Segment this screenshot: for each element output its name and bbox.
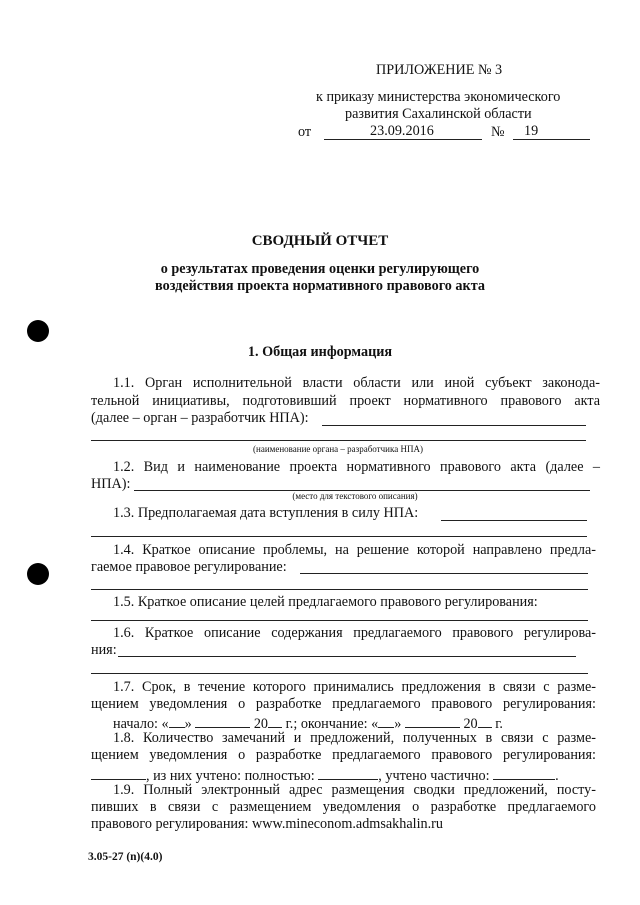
appendix-order-line2: развития Сахалинской области: [345, 106, 532, 122]
item-1-1-line1: 1.1. Орган исполнительной власти области или иной субъект законода-: [113, 375, 600, 391]
item-1-2-line1: 1.2. Вид и наименование проекта нормативного правового акта (далее –: [113, 459, 600, 475]
item-1-2-line2: НПА):: [91, 476, 131, 492]
item-1-5-label: 1.5. Краткое описание целей предлагаемого правового регулирования:: [113, 594, 538, 610]
item-1-9-line2: пивших в связи с размещением уведомления о разработке предлагаемого: [91, 799, 596, 815]
item-1-7-line2: щением уведомления о разработке предлагаемого правового регулирования:: [91, 696, 596, 712]
fully-accounted-field[interactable]: [318, 765, 378, 780]
appendix-title: ПРИЛОЖЕНИЕ № 3: [376, 62, 503, 78]
item-1-1-caption: (наименование органа – разработчика НПА): [253, 444, 423, 454]
fully-accounted-label: , из них учтено: полностью:: [146, 768, 315, 784]
binder-hole-bottom: [27, 563, 49, 585]
end-year-prefix: 20: [463, 716, 478, 732]
partially-accounted-field[interactable]: [493, 765, 555, 780]
appendix-from-label: от: [298, 124, 312, 140]
item-1-1-line2: тельной инициативы, подготовивший проект нормативного правового акта: [91, 393, 600, 409]
appendix-number-label: №: [491, 124, 505, 140]
start-year-field[interactable]: [268, 713, 282, 728]
item-1-6-field-b[interactable]: [91, 673, 588, 674]
report-title: СВОДНЫЙ ОТЧЕТ: [251, 233, 389, 249]
item-1-5-field[interactable]: [91, 620, 588, 621]
end-quote-close: »: [394, 716, 402, 732]
appendix-order-line1: к приказу министерства экономического: [316, 89, 561, 105]
item-1-3-field-b[interactable]: [91, 536, 587, 537]
end-day-field[interactable]: [378, 713, 394, 728]
start-label: начало: «: [113, 716, 169, 732]
item-1-4-field-a[interactable]: [300, 573, 588, 574]
item-1-8-line1: 1.8. Количество замечаний и предложений, полученных в связи с разме-: [113, 730, 596, 746]
appendix-date: 23.09.2016: [370, 123, 434, 139]
item-1-1-field-a[interactable]: [322, 425, 586, 426]
footer-code: 3.05-27 (n)(4.0): [88, 851, 163, 863]
item-1-8-line2: щением уведомления о разработке предлагаемого правового регулирования:: [91, 747, 596, 763]
item-1-1-field-b[interactable]: [91, 440, 586, 441]
partially-accounted-label: , учтено частично:: [378, 768, 490, 784]
item-1-1-line3: (далее – орган – разработчик НПА):: [91, 410, 309, 426]
start-day-field[interactable]: [169, 713, 185, 728]
item-1-3-label: 1.3. Предполагаемая дата вступления в силу НПА:: [113, 505, 419, 521]
report-subtitle-1: о результатах проведения оценки регулирующего: [160, 261, 480, 277]
item-1-7-line1: 1.7. Срок, в течение которого принимались предложения в связи с разме-: [113, 679, 596, 695]
item-1-4-line1: 1.4. Краткое описание проблемы, на решение которой направлено предла-: [113, 542, 596, 558]
section-heading: 1. Общая информация: [247, 344, 393, 360]
item-1-8-end: .: [555, 768, 559, 784]
item-1-2-caption: (место для текстового описания): [292, 491, 418, 501]
start-quote-close: »: [184, 716, 192, 732]
item-1-9-line1: 1.9. Полный электронный адрес размещения сводки предложений, посту-: [113, 782, 596, 798]
total-count-field[interactable]: [91, 765, 146, 780]
appendix-number: 19: [524, 123, 539, 139]
item-1-4-field-b[interactable]: [91, 589, 588, 590]
item-1-6-field-a[interactable]: [118, 656, 576, 657]
end-month-field[interactable]: [405, 713, 460, 728]
start-month-field[interactable]: [195, 713, 250, 728]
end-label: г.; окончание: «: [285, 716, 379, 732]
end-year-field[interactable]: [478, 713, 492, 728]
start-year-prefix: 20: [253, 716, 269, 732]
item-1-4-line2: гаемое правовое регулирование:: [91, 559, 287, 575]
binder-hole-top: [27, 320, 49, 342]
report-subtitle-2: воздействия проекта нормативного правового акта: [155, 278, 485, 294]
item-1-6-line1: 1.6. Краткое описание содержания предлагаемого правового регулирова-: [113, 625, 596, 641]
end-year-suffix: г.: [495, 716, 503, 732]
item-1-6-line2: ния:: [91, 642, 117, 658]
item-1-9-line3: правового регулирования: www.mineconom.admsakhalin.ru: [91, 816, 443, 832]
item-1-3-field-a[interactable]: [441, 520, 587, 521]
